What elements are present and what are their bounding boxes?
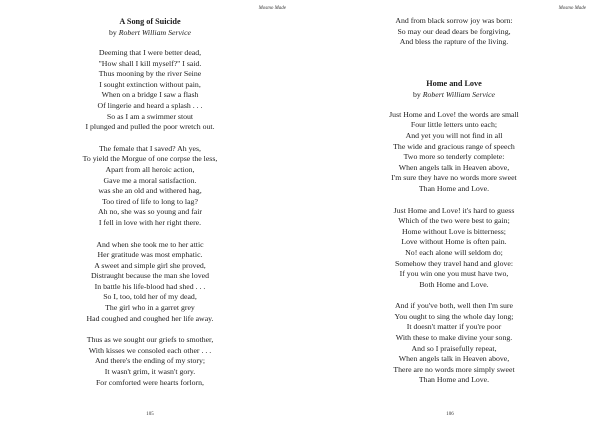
poem-line: With kisses we consoled each other . . . xyxy=(88,345,212,355)
poem-line: I sought extinction without pain, xyxy=(99,79,201,89)
poem-line: A sweet and simple girl she proved, xyxy=(94,260,206,270)
poem-line: It wasn't grim, it wasn't gory. xyxy=(104,367,196,377)
poem-line: Two more so tenderly complete: xyxy=(403,152,505,162)
poem-line: When angels talk in Heaven above, xyxy=(398,354,510,364)
poem-line: So as I am a swimmer stout xyxy=(106,111,194,121)
poem-line: Gave me a moral satisfaction. xyxy=(103,175,197,185)
poem-line: Too tired of life to long to lag? xyxy=(102,196,198,206)
continuation-stanza xyxy=(344,16,564,48)
poem-line: Which of the two were best to gain; xyxy=(398,216,510,226)
poem-line: Home without Love is bitterness; xyxy=(402,226,506,236)
poem-line: The female that I saved? Ah yes, xyxy=(99,143,201,153)
poem-line: Ah no, she was so young and fair xyxy=(98,207,202,217)
poem-line: Distraught because the man she loved xyxy=(90,271,209,281)
poem-line: You ought to sing the whole day long; xyxy=(394,311,514,321)
poem-line: So I, too, told her of my dead, xyxy=(103,292,197,302)
section-gap xyxy=(344,59,564,78)
byline-prefix: by xyxy=(412,89,421,99)
poem-line: Apart from all heroic action, xyxy=(105,164,195,174)
stanza xyxy=(344,110,564,195)
poem-line: No! each alone will seldom do; xyxy=(405,247,503,257)
poem-line: Thus mooning by the river Seine xyxy=(98,69,202,79)
poem-line: Of lingerie and heard a splash . . . xyxy=(97,100,203,110)
poem-line: Her gratitude was most emphatic. xyxy=(97,250,203,260)
running-header: Mosmo Made xyxy=(558,6,586,11)
poem-line: was she an old and withered hag, xyxy=(98,186,202,196)
poem-line: And there's the ending of my story; xyxy=(94,356,206,366)
poem-line: Love without Home is often pain. xyxy=(401,237,507,247)
stanza xyxy=(344,206,564,291)
poem-line: Both Home and Love. xyxy=(419,279,489,289)
poem-line: I fell in love with her right there. xyxy=(98,217,202,227)
poem-line: And when she took me to her attic xyxy=(96,239,204,249)
poem-line: Had coughed and coughed her life away. xyxy=(86,313,214,323)
poem-line: And yet you will not find in all xyxy=(405,130,503,140)
stanza xyxy=(344,301,564,386)
stanza xyxy=(40,48,260,133)
poem-title: Home and Love xyxy=(426,78,482,88)
poem-line: If you win one you must have two, xyxy=(399,269,509,279)
poem-line: There are no words more simply sweet xyxy=(393,364,515,374)
poem-line: Thus as we sought our griefs to smother, xyxy=(86,335,214,345)
stanza xyxy=(40,144,260,229)
page-number: 105 xyxy=(146,412,154,417)
poem-line: When on a bridge I saw a flash xyxy=(101,90,199,100)
poem-line: I'm sure they have no words more sweet xyxy=(391,173,517,183)
poem-line: And so I praisefully repeat, xyxy=(411,343,497,353)
poem-line: So may our dead dears be forgiving, xyxy=(397,26,511,36)
poem-line: Than Home and Love. xyxy=(418,375,490,385)
poem-line: "How shall I kill myself?" I said. xyxy=(98,58,202,68)
page-number: 106 xyxy=(446,412,454,417)
poem-author: Robert William Service xyxy=(422,89,496,99)
poem-line: Deeming that I were better dead, xyxy=(98,48,202,57)
poem-body xyxy=(40,48,260,388)
poem-byline xyxy=(344,89,564,100)
poem-line: The girl who in a garret grey xyxy=(105,303,195,313)
poem-line: And from black sorrow joy was born: xyxy=(395,16,513,25)
right-page xyxy=(300,0,600,424)
poem-body xyxy=(344,110,564,386)
poem-column xyxy=(344,16,564,397)
poem-line: It doesn't matter if you're poor xyxy=(406,322,502,332)
running-header: Mosmo Made xyxy=(258,6,286,11)
stanza xyxy=(40,240,260,325)
poem-line: To yield the Morgue of one corpse the less, xyxy=(82,154,218,164)
poem-author: Robert William Service xyxy=(118,28,192,37)
stanza xyxy=(40,335,260,388)
poem-line: With these to make divine your song. xyxy=(395,333,513,343)
poem-title: A Song of Suicide xyxy=(119,17,181,26)
poem-line: In battle his life-blood had shed . . . xyxy=(94,281,206,291)
poem-line: Than Home and Love. xyxy=(418,183,490,193)
poem-line: For comforted were hearts forlorn, xyxy=(95,377,205,387)
poem-line: And if you've both, well then I'm sure xyxy=(394,301,513,311)
poem-line: I plunged and pulled the poor wretch out. xyxy=(85,122,215,132)
poem-line: The wide and gracious range of speech xyxy=(393,141,515,151)
poem-line: And bless the rapture of the living. xyxy=(399,37,509,47)
poem-line: When angels talk in Heaven above, xyxy=(398,162,510,172)
poem-column xyxy=(40,16,260,399)
poem-line: Somehow they travel hand and glove: xyxy=(394,258,513,268)
poem-line: Just Home and Love! it's hard to guess xyxy=(393,205,515,215)
poem-byline xyxy=(40,27,260,38)
poem-line: Just Home and Love! the words are small xyxy=(389,109,519,119)
poem-line: Four little letters unto each; xyxy=(410,120,498,130)
byline-prefix: by xyxy=(108,28,117,37)
